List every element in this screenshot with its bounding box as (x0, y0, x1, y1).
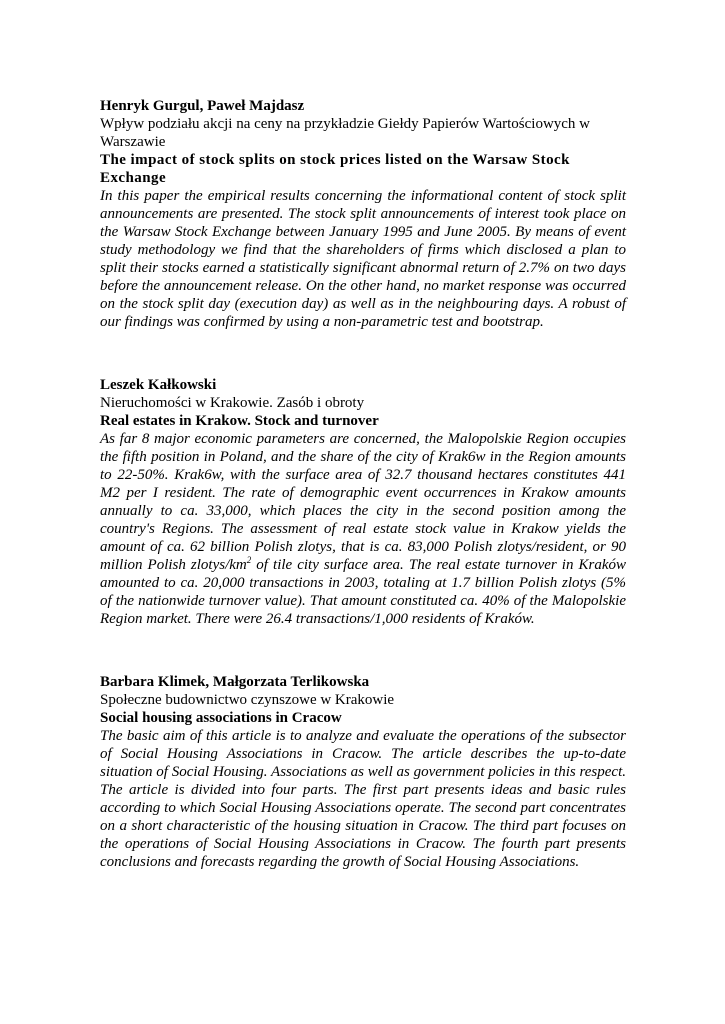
abstract-superscript: 2 (246, 555, 252, 565)
entry-gurgul-majdasz (100, 97, 626, 331)
entry-abstract: The basic aim of this article is to analyze and evaluate the operations of the subsector of Social Housing Associations in Cracow. The article describes the up-to-date situation of Social Housing. Associations as well as government policies in this respect. The article is divided into four parts. The first part presents ideas and basic rules according to which Social Housing Associations operate. The second part concentrates on a short characteristic of the housing situation in Cracow. The third part focuses on the operations of Social Housing Associations in Cracow. The fourth part presents conclusions and forecasts regarding the growth of Social Housing Associations. (100, 728, 626, 870)
entry-polish-title: Społeczne budownictwo czynszowe w Krakowie (100, 692, 395, 708)
entry-english-title: The impact of stock splits on stock prices listed on the Warsaw Stock Exchange (100, 152, 570, 186)
entry-english-title: Social housing associations in Cracow (100, 710, 342, 726)
entry-authors: Henryk Gurgul, Paweł Majdasz (100, 98, 305, 114)
entry-abstract: In this paper the empirical results concerning the informational content of stock split announcements are presented. The stock split announcements of interest took place on the Warsaw Stock Exchange between January 1995 and June 2005. By means of event study methodology we find that the shareholders of firms which disclosed a plan to split their stocks earned a statistically significant abnormal return of 2.7% on two days before the announcement release. On the other hand, no market response was occurred on the stock split day (execution day) as well as in the neighbouring days. A robust of our findings was confirmed by using a non-parametric test and bootstrap. (100, 188, 626, 330)
entry-english-title: Real estates in Krakow. Stock and turnover (100, 413, 379, 429)
entry-abstract (100, 430, 626, 628)
entry-klimek-terlikowska (100, 673, 626, 871)
abstract-text-part1: As far 8 major economic parameters are concerned, the Malopolskie Region occupies the fifth position in Poland, and the share of the city of Krak6w in the Region amounts to 22-50%. Krak6w, with the surface area of 32.7 thousand hectares constitutes 441 M2 per I resident. The rate of demographic event occurrences in Krakow amounts annually to ca. 33,000, which places the city in the second position among the country's Regions. The assessment of real estate stock value in Krakow yields the amount of ca. 62 billion Polish zlotys, that is ca. 83,000 Polish zlotys/resident, or 90 million Polish zlotys/km (100, 431, 626, 573)
entry-polish-title: Wpływ podziału akcji na ceny na przykładzie Giełdy Papierów Wartościowych w Warszawie (100, 116, 591, 150)
entry-kalkowski (100, 376, 626, 628)
abstract-text-part2: of tile city surface area. The real estate turnover in Kraków amounted to ca. 20,000 transactions in 2003, totaling at 1.7 billion Polish zlotys (5% of the nationwide turnover value). That amount constituted ca. 40% of the Malopolskie Region market. There were 26.4 transactions/1,000 residents of Kraków. (100, 557, 627, 627)
entry-authors: Barbara Klimek, Małgorzata Terlikowska (100, 674, 370, 690)
document-page (100, 97, 626, 871)
entry-authors: Leszek Kałkowski (100, 377, 217, 393)
entry-polish-title: Nieruchomości w Krakowie. Zasób i obroty (100, 395, 365, 411)
